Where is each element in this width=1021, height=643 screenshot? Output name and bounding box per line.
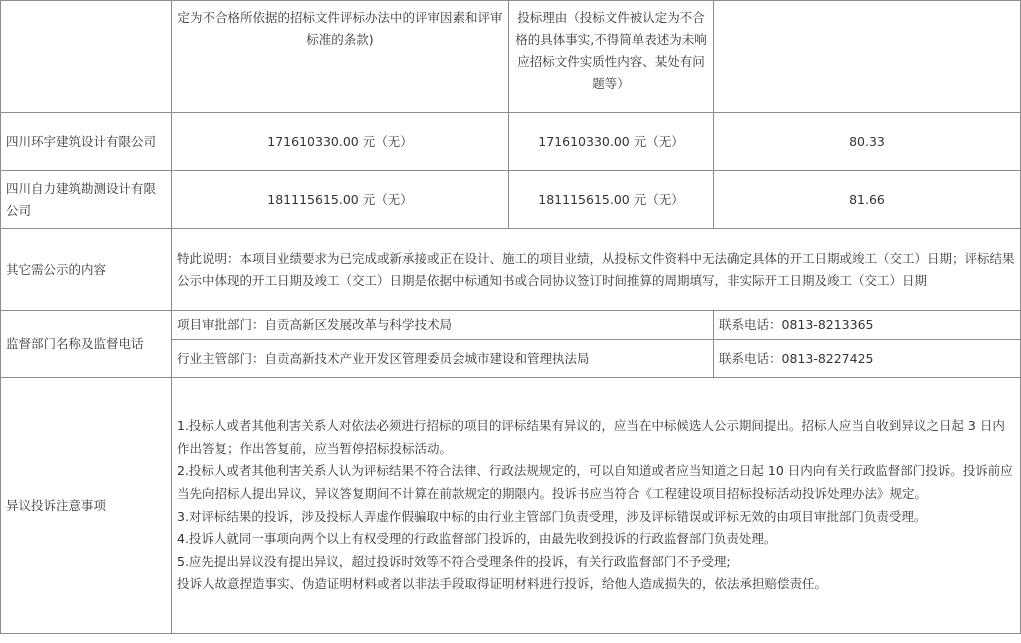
supervision-dept: 行业主管部门：自贡高新技术产业开发区管理委员会城市建设和管理执法局	[172, 340, 714, 378]
objection-item: 1.投标人或者其他利害关系人对依法必须进行招标的项目的评标结果有异议的，应当在中标候选人公示期间提出。招标人应当自收到异议之日起 3 日内作出答复；作出答复前，应当暂停招标投标活动。	[177, 418, 1005, 456]
objection-row	[1, 378, 1021, 634]
objection-item: 4.投诉人就同一事项向两个以上有权受理的行政监督部门投诉的，由最先收到投诉的行政监督部门负责处理。	[177, 531, 777, 547]
objection-content	[172, 378, 1021, 634]
supervision-row	[1, 311, 1021, 340]
objection-item: 投诉人故意捏造事实、伪造证明材料或者以非法手段取得证明材料进行投诉，给他人造成损失的，依法承担赔偿责任。	[177, 576, 828, 592]
score: 80.33	[714, 113, 1021, 171]
supervision-phone: 联系电话：0813-8227425	[714, 340, 1021, 378]
table-row	[1, 113, 1021, 171]
review-price: 171610330.00 元（无）	[509, 113, 714, 171]
objection-item: 3.对评标结果的投诉，涉及投标人弄虚作假骗取中标的由行业主管部门负责受理，涉及评标错误或评标无效的由项目审批部门负责受理。	[177, 508, 927, 524]
bid-price: 171610330.00 元（无）	[172, 113, 509, 171]
header-cell-empty	[1, 1, 172, 113]
supervision-phone: 联系电话：0813-8213365	[714, 311, 1021, 340]
objection-item: 2.投标人或者其他利害关系人认为评标结果不符合法律、行政法规规定的，可以自知道或者应当知道之日起 10 日内向有关行政监督部门投诉。投诉前应当先向招标人提出异议，异议答复期间不计算在前款规定的期限内。投诉书应当符合《工程建设项目招标投标活动投诉处理办法》规定。	[177, 463, 1013, 501]
bidder-name: 四川自力建筑勘测设计有限公司	[1, 171, 172, 229]
review-price: 181115615.00 元（无）	[509, 171, 714, 229]
header-bid-reason: 投标理由（投标文件被认定为不合格的具体事实,不得简单表述为未响应招标文件实质性内容、某处有问题等）	[509, 1, 714, 113]
objection-item: 5.应先提出异议没有提出异议，超过投诉时效等不符合受理条件的投诉，有关行政监督部门不予受理;	[177, 553, 731, 569]
table-row	[1, 171, 1021, 229]
other-content-text: 特此说明：本项目业绩要求为已完成或新承接或正在设计、施工的项目业绩，从投标文件资料中无法确定具体的开工日期或竣工（交工）日期；评标结果公示中体现的开工日期及竣工（交工）日期是依据中标通知书或合同协议签订时间推算的周期填写，非实际开工日期及竣工（交工）日期	[172, 229, 1021, 311]
other-content-row	[1, 229, 1021, 311]
supervision-label: 监督部门名称及监督电话	[1, 311, 172, 378]
objection-label: 异议投诉注意事项	[1, 378, 172, 634]
header-criteria-clause: 定为不合格所依据的招标文件评标办法中的评审因素和评审标准的条款)	[172, 1, 509, 113]
header-cell-empty-2	[714, 1, 1021, 113]
bid-price: 181115615.00 元（无）	[172, 171, 509, 229]
supervision-dept: 项目审批部门：自贡高新区发展改革与科学技术局	[172, 311, 714, 340]
score: 81.66	[714, 171, 1021, 229]
header-row	[1, 1, 1021, 113]
bidder-name: 四川环宇建筑设计有限公司	[1, 113, 172, 171]
other-content-label: 其它需公示的内容	[1, 229, 172, 311]
